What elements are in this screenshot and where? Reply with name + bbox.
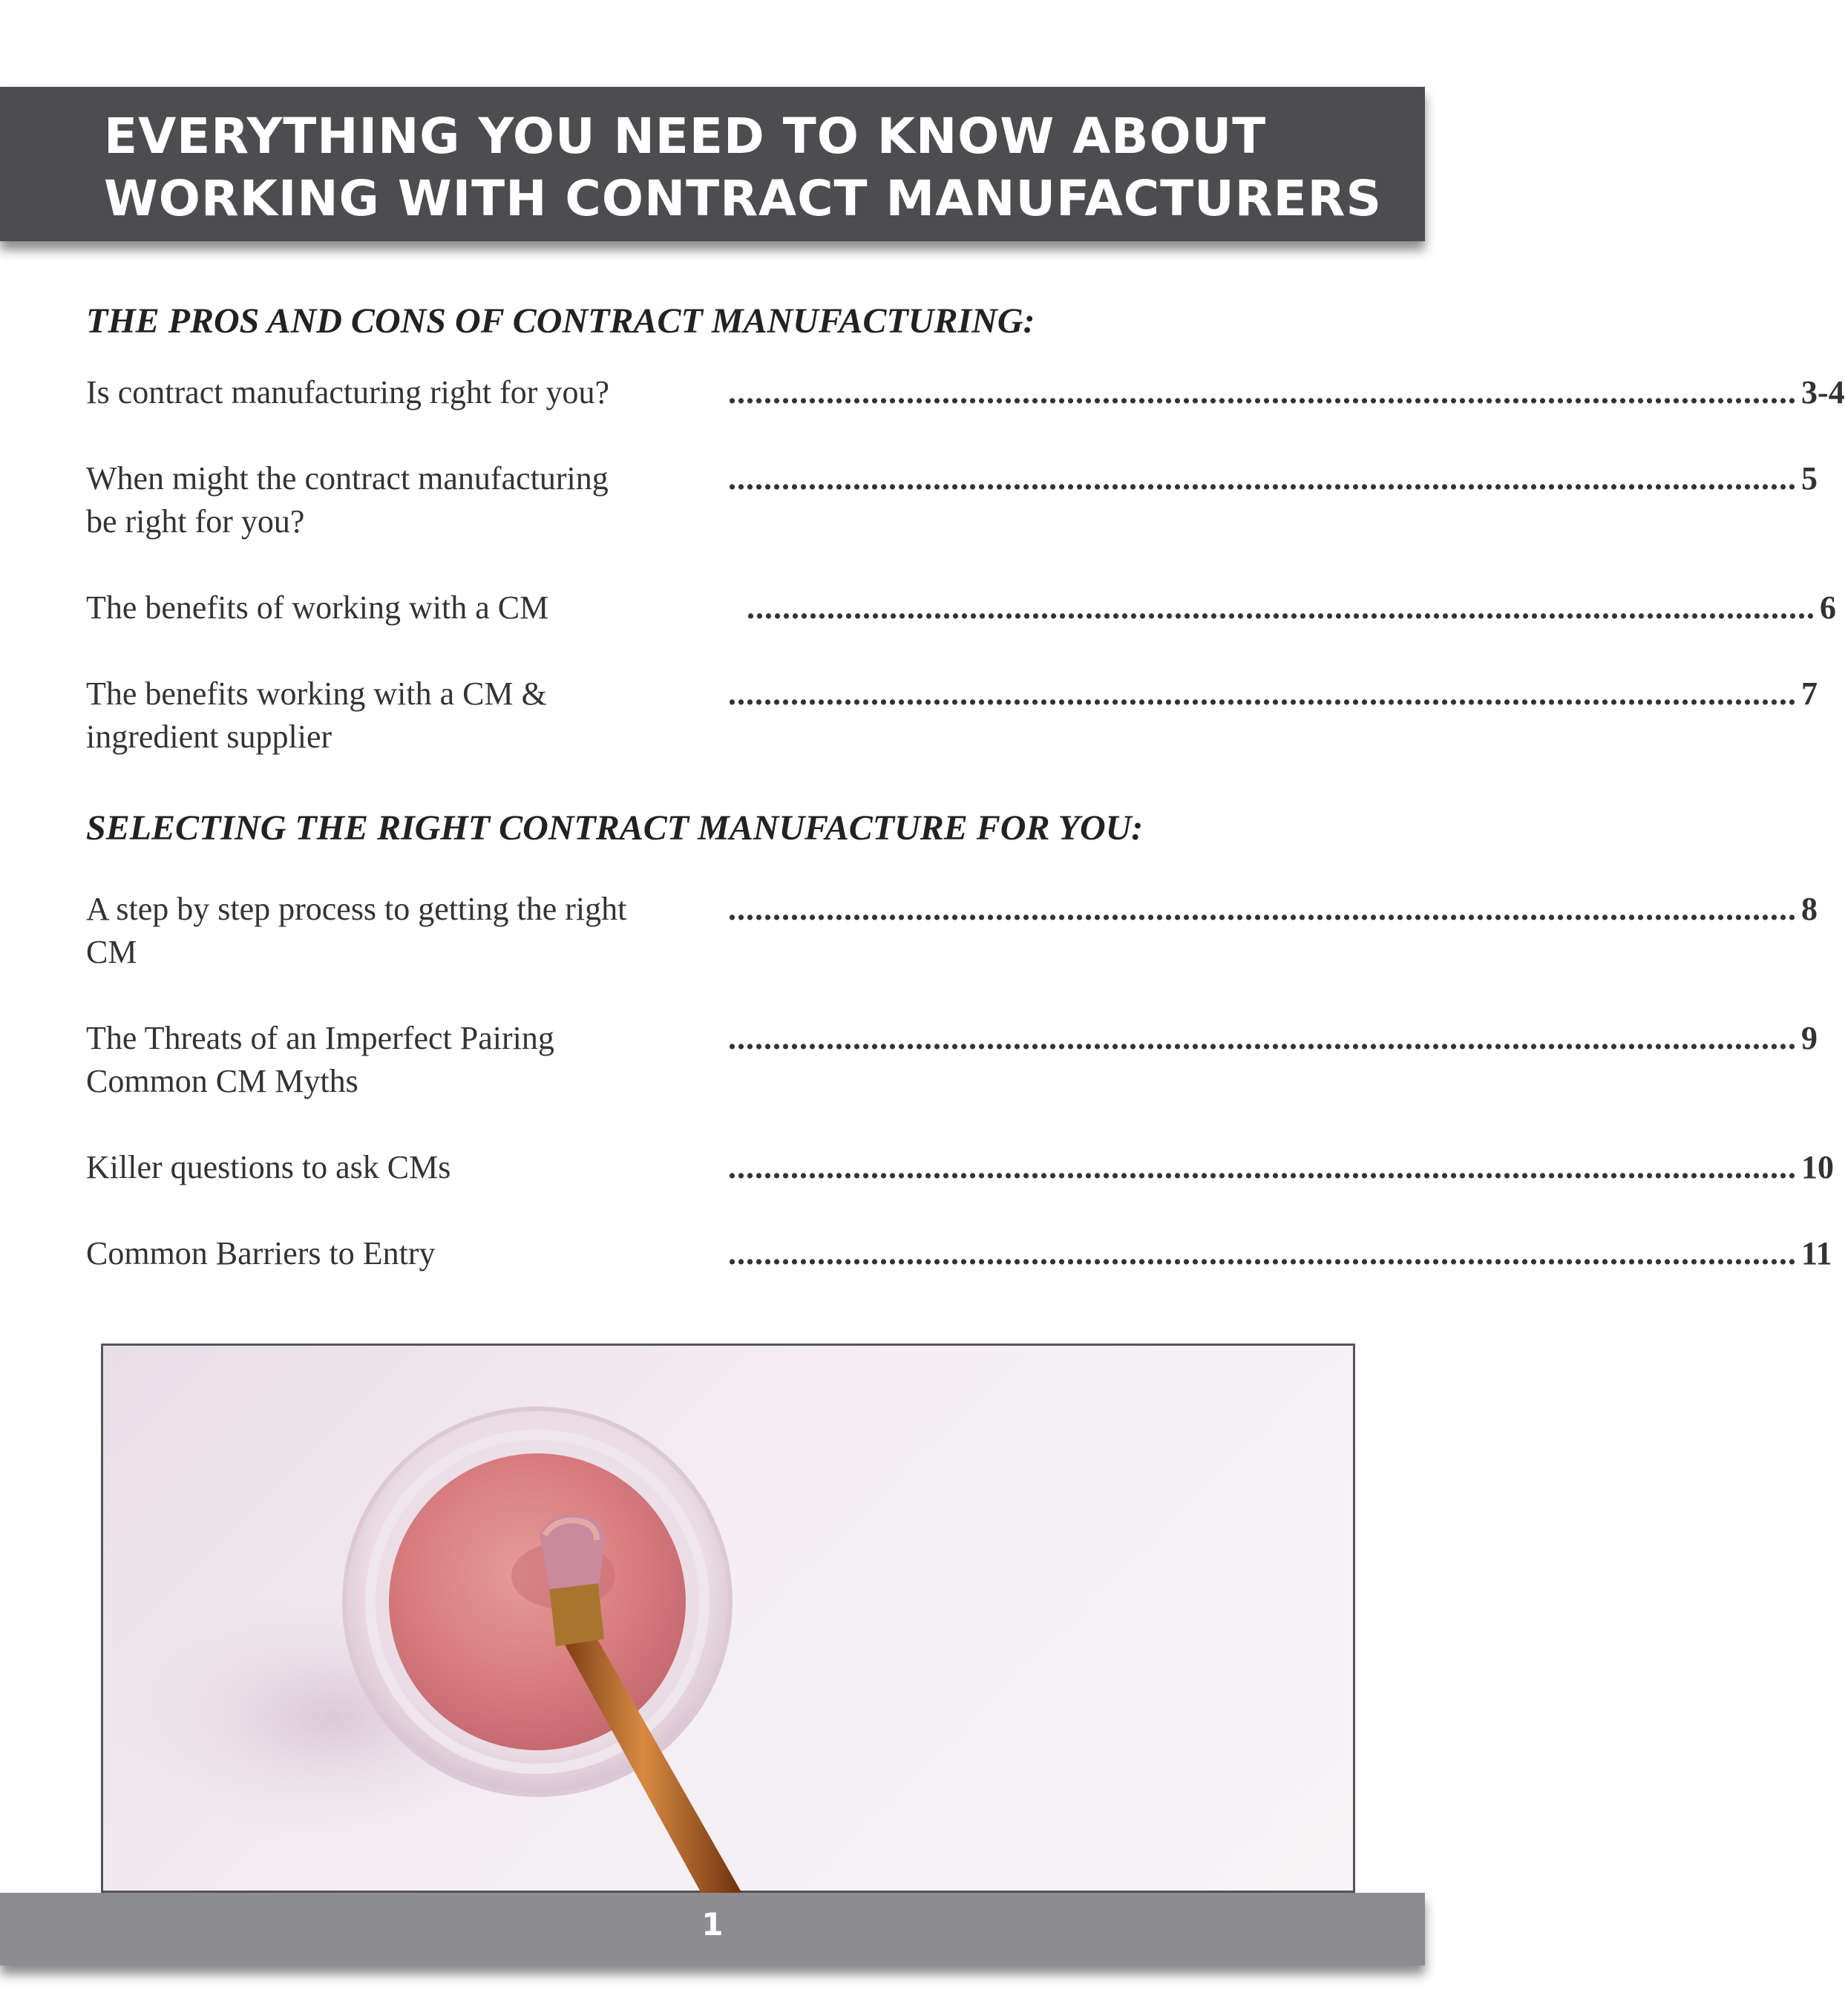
dot-leader: ........................................................................................................................ <box>728 891 1797 927</box>
toc-entry-label: Killer questions to ask CMs <box>86 1149 451 1185</box>
toc-page-number: 5 <box>1801 460 1818 497</box>
toc-entry-label: The benefits working with a CM & <box>86 675 547 712</box>
section-heading-selecting-cm: SELECTING THE RIGHT CONTRACT MANUFACTURE FOR YOU: <box>86 808 1144 848</box>
toc-entry-label: The benefits of working with a CM <box>86 589 549 626</box>
toc-page-number: 8 <box>1801 891 1818 927</box>
toc-page-number: 7 <box>1801 675 1818 712</box>
toc-page-number: 10 <box>1801 1149 1834 1185</box>
toc-page-number: 3-4 <box>1801 374 1845 410</box>
dot-leader: ........................................................................................................................ <box>728 460 1797 497</box>
toc-leader <box>728 888 1818 931</box>
dot-leader: ........................................................................................................................ <box>728 675 1797 712</box>
document-title <box>104 105 1382 230</box>
dot-leader: ........................................................................................................................ <box>728 374 1797 410</box>
toc-entry[interactable] <box>86 457 1818 546</box>
toc-entry-label-line2: Common CM Myths <box>86 1063 358 1099</box>
dot-leader: ........................................................................................................................ <box>728 1020 1797 1056</box>
toc-entry[interactable] <box>86 1017 1818 1106</box>
toc-leader <box>728 1232 1832 1275</box>
page-number: 1 <box>701 1906 724 1943</box>
blush-brush-illustration <box>103 1346 1357 1895</box>
dot-leader: ........................................................................................................................ <box>728 1235 1797 1272</box>
title-line-1: EVERYTHING YOU NEED TO KNOW ABOUT <box>104 108 1267 165</box>
toc-entry[interactable] <box>86 888 1818 977</box>
toc-leader <box>728 1146 1834 1189</box>
toc-page-number: 11 <box>1801 1235 1832 1272</box>
toc-leader <box>728 371 1845 414</box>
toc-entry-label: The Threats of an Imperfect Pairing <box>86 1020 554 1056</box>
toc-entry-label: Common Barriers to Entry <box>86 1235 436 1272</box>
toc-leader <box>747 586 1836 629</box>
toc-page-number: 6 <box>1820 589 1836 626</box>
toc-entry-label: A step by step process to getting the right <box>86 891 627 927</box>
toc-entry[interactable] <box>86 672 1818 762</box>
toc-entry-label: When might the contract manufacturing <box>86 460 609 497</box>
toc-leader <box>728 1017 1818 1060</box>
title-line-2: WORKING WITH CONTRACT MANUFACTURERS <box>104 170 1383 227</box>
toc-leader <box>728 457 1818 500</box>
dot-leader: ........................................................................................................................ <box>747 589 1815 626</box>
toc-entry[interactable] <box>86 371 1845 460</box>
toc-entry-label-line2: be right for you? <box>86 503 305 540</box>
dot-leader: ........................................................................................................................ <box>728 1149 1797 1185</box>
section-heading-pros-cons: THE PROS AND CONS OF CONTRACT MANUFACTURING: <box>86 301 1035 341</box>
toc-entry[interactable] <box>86 1146 1834 1235</box>
toc-entry-label: Is contract manufacturing right for you? <box>86 374 609 410</box>
toc-entry[interactable] <box>86 586 1836 675</box>
toc-entry[interactable] <box>86 1232 1832 1321</box>
toc-page-number: 9 <box>1801 1020 1818 1056</box>
toc-leader <box>728 672 1818 716</box>
cosmetics-photo <box>101 1344 1355 1893</box>
toc-entry-label-line2: CM <box>86 934 137 970</box>
toc-entry-label-line2: ingredient supplier <box>86 719 332 755</box>
